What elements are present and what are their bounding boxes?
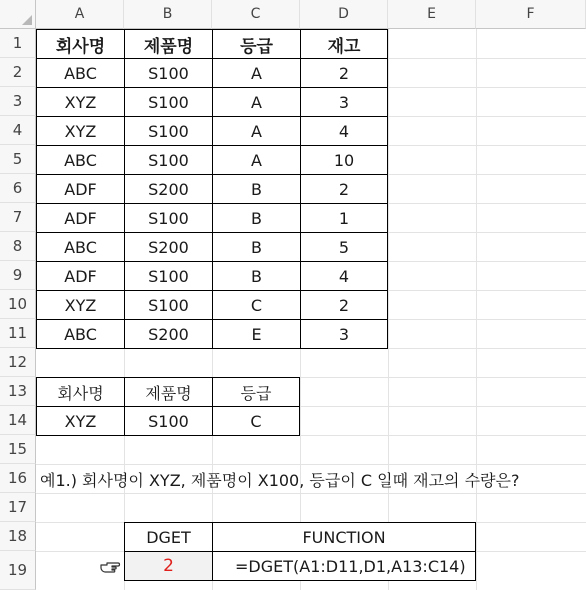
data-cell[interactable]: 5	[300, 232, 388, 262]
data-cell[interactable]: ABC	[36, 58, 125, 88]
row-header-9[interactable]: 9	[0, 261, 36, 290]
data-cell[interactable]: B	[212, 232, 301, 262]
row-header-13[interactable]: 13	[0, 377, 36, 406]
column-header-b[interactable]: B	[124, 0, 212, 29]
criteria-header-product[interactable]: 제품명	[124, 377, 213, 407]
row-header-18[interactable]: 18	[0, 522, 36, 551]
data-cell[interactable]: B	[212, 261, 301, 291]
select-all-corner[interactable]	[0, 0, 36, 29]
row-header-17[interactable]: 17	[0, 493, 36, 522]
row-header-4[interactable]: 4	[0, 116, 36, 145]
data-cell[interactable]: C	[212, 290, 301, 320]
row-header-2[interactable]: 2	[0, 58, 36, 87]
row-header-14[interactable]: 14	[0, 406, 36, 435]
criteria-header-company[interactable]: 회사명	[36, 377, 125, 407]
data-cell[interactable]: XYZ	[36, 87, 125, 117]
data-cell[interactable]: S100	[124, 261, 213, 291]
data-cell[interactable]: 2	[300, 58, 388, 88]
data-cell[interactable]: 1	[300, 203, 388, 233]
data-cell[interactable]: 3	[300, 87, 388, 117]
data-cell[interactable]: ADF	[36, 203, 125, 233]
data-cell[interactable]: 4	[300, 116, 388, 146]
data-cell[interactable]: S100	[124, 203, 213, 233]
gridline	[388, 29, 389, 590]
data-cell[interactable]: A	[212, 116, 301, 146]
result-cell[interactable]: 2	[124, 551, 213, 581]
column-header-a[interactable]: A	[36, 0, 124, 29]
data-cell[interactable]: ADF	[36, 261, 125, 291]
data-cell[interactable]: ADF	[36, 174, 125, 204]
header-product[interactable]: 제품명	[124, 29, 213, 59]
row-header-12[interactable]: 12	[0, 348, 36, 377]
row-header-5[interactable]: 5	[0, 145, 36, 174]
data-cell[interactable]: S200	[124, 174, 213, 204]
column-header-e[interactable]: E	[388, 0, 476, 29]
data-cell[interactable]: S200	[124, 319, 213, 349]
row-header-7[interactable]: 7	[0, 203, 36, 232]
data-cell[interactable]: B	[212, 174, 301, 204]
row-header-15[interactable]: 15	[0, 435, 36, 464]
data-cell[interactable]: XYZ	[36, 290, 125, 320]
example-question[interactable]: 예1.) 회사명이 XYZ, 제품명이 X100, 등급이 C 일때 재고의 수량은?	[40, 471, 520, 490]
criteria-value-product[interactable]: S100	[124, 406, 213, 436]
data-cell[interactable]: S100	[124, 116, 213, 146]
data-cell[interactable]: 2	[300, 174, 388, 204]
column-header-d[interactable]: D	[300, 0, 388, 29]
data-cell[interactable]: 3	[300, 319, 388, 349]
data-cell[interactable]: 4	[300, 261, 388, 291]
data-cell[interactable]: A	[212, 58, 301, 88]
func-header-function[interactable]: FUNCTION	[212, 522, 476, 552]
row-header-11[interactable]: 11	[0, 319, 36, 348]
formula-cell[interactable]: =DGET(A1:D11,D1,A13:C14)	[212, 551, 476, 581]
data-cell[interactable]: S100	[124, 145, 213, 175]
header-company[interactable]: 회사명	[36, 29, 125, 59]
row-header-3[interactable]: 3	[0, 87, 36, 116]
header-stock[interactable]: 재고	[300, 29, 388, 59]
row-header-19[interactable]: 19	[0, 551, 36, 590]
data-cell[interactable]: ABC	[36, 145, 125, 175]
column-header-c[interactable]: C	[212, 0, 300, 29]
data-cell[interactable]: ABC	[36, 319, 125, 349]
data-cell[interactable]: A	[212, 87, 301, 117]
data-cell[interactable]: XYZ	[36, 116, 125, 146]
row-header-8[interactable]: 8	[0, 232, 36, 261]
data-cell[interactable]: 2	[300, 290, 388, 320]
criteria-value-grade[interactable]: C	[212, 406, 300, 436]
row-header-6[interactable]: 6	[0, 174, 36, 203]
data-cell[interactable]: ABC	[36, 232, 125, 262]
pointing-hand-icon	[100, 560, 122, 574]
row-header-10[interactable]: 10	[0, 290, 36, 319]
gridline	[476, 29, 477, 590]
func-header-name[interactable]: DGET	[124, 522, 213, 552]
data-cell[interactable]: A	[212, 145, 301, 175]
data-cell[interactable]: B	[212, 203, 301, 233]
data-cell[interactable]: S200	[124, 232, 213, 262]
column-header-f[interactable]: F	[476, 0, 586, 29]
data-cell[interactable]: S100	[124, 87, 213, 117]
data-cell[interactable]: 10	[300, 145, 388, 175]
row-header-1[interactable]: 1	[0, 29, 36, 58]
data-cell[interactable]: E	[212, 319, 301, 349]
criteria-value-company[interactable]: XYZ	[36, 406, 125, 436]
header-grade[interactable]: 등급	[212, 29, 301, 59]
criteria-header-grade[interactable]: 등급	[212, 377, 300, 407]
data-cell[interactable]: S100	[124, 58, 213, 88]
data-cell[interactable]: S100	[124, 290, 213, 320]
row-header-16[interactable]: 16	[0, 464, 36, 493]
